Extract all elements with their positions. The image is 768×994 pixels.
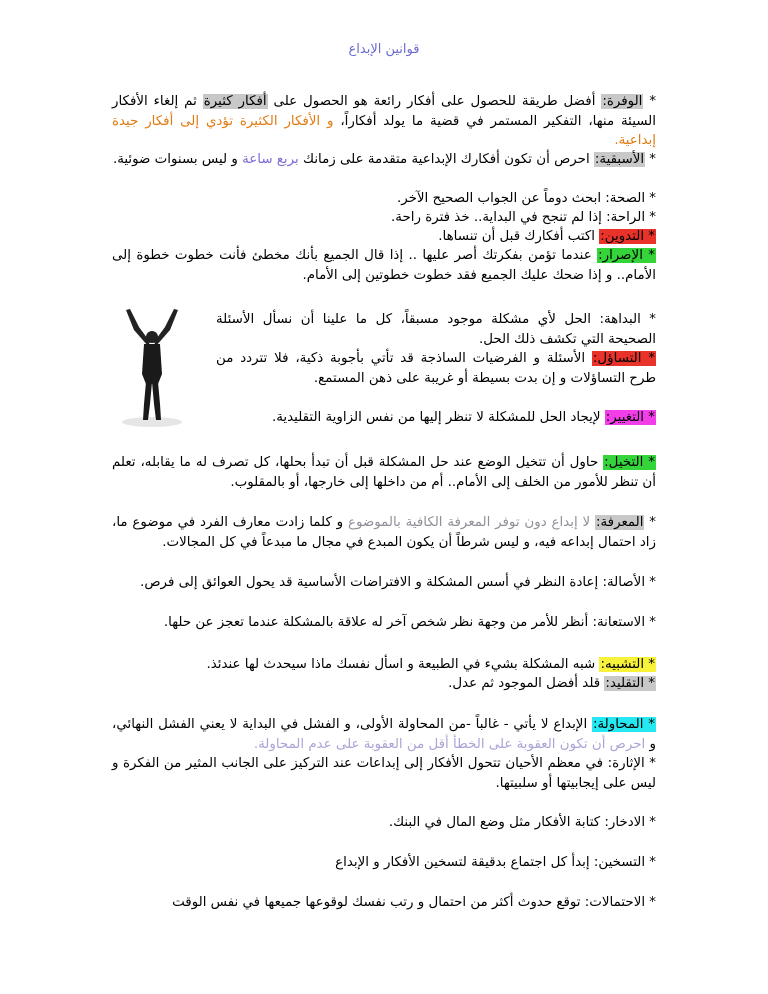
rule-knowledge <box>112 513 656 552</box>
lavender-text: احرص أن تكون العقوبة على الخطأ أقل من العقوبة على عدم المحاولة. <box>253 736 646 752</box>
rule-text: شبه المشكلة بشيء في الطبيعة و اسأل نفسك ماذا سيحدث لها عندئذ. <box>206 657 600 672</box>
rule-text: قلد أفضل الموجود ثم عدل. <box>448 676 605 691</box>
rule-label-knowledge: المعرفة: <box>595 515 644 530</box>
rule-intuition: * البداهة: الحل لأي مشكلة موجود مسبقاً، كل ما علينا أن نسأل الأسئلة الصحيحة التي تكشف ذلك الحل. <box>216 312 656 347</box>
rule-text: حاول أن تتخيل الوضع عند حل المشكلة قبل أن تبدأ بحلها، كل تصرف له ما يقابله، تعلم أن تنظر للأمور من الخلف إلى الأمام.. أم من داخلها إلى خارجها، أو بالمقلوب. <box>112 455 656 490</box>
bullet: * <box>644 515 656 530</box>
rule-text: أفضل طريقة للحصول على أفكار رائعة هو الحصول على <box>267 94 602 109</box>
rule-text: الإبداع لا يأتي - غالباً -من المحاولة الأولى، و الفشل في البداية لا يعني الفشل النهائي، و <box>112 717 656 752</box>
purple-text: بربع ساعة <box>242 152 299 167</box>
rule-label-abundance: الوفرة: <box>602 94 643 109</box>
rule-label-analogy: * التشبيه: <box>600 657 655 672</box>
rule-persistence <box>112 246 656 285</box>
rule-text: اكتب أفكارك قبل أن تنساها. <box>438 229 600 244</box>
rule-imagination <box>112 453 656 492</box>
orange-text: و الأفكار الكثيرة تؤدي إلى أفكار جيدة إبداعية. <box>112 113 656 148</box>
rule-warm-up: * التسخين: إبدأ كل اجتماع بدقيقة لتسخين الأفكار و الإبداع <box>335 855 656 870</box>
rule-questioning <box>216 349 656 388</box>
rule-label-imitation: * التقليد: <box>605 676 655 691</box>
rule-rest: * الراحة: إذا لم تنجح في البداية.. خذ فترة راحة. <box>391 210 656 225</box>
rule-label-imagination: * التخيل: <box>604 455 655 470</box>
rule-label-attempt: * المحاولة: <box>592 717 656 732</box>
rule-attempt <box>112 715 656 754</box>
rule-abundance <box>112 92 656 151</box>
rule-precedence <box>96 150 656 170</box>
bullet: * <box>643 94 657 109</box>
rule-imitation <box>96 674 656 694</box>
rule-text: احرص أن تكون أفكارك الإبداعية متقدمة على زمانك <box>298 152 594 167</box>
muted-text: لا إبداع دون توفر المعرفة الكافية بالموضوع <box>347 515 595 530</box>
rule-label-precedence: الأسبقية: <box>594 152 645 167</box>
rule-originality: * الأصالة: إعادة النظر في أسس المشكلة و الافتراضات الأساسية قد يحول العوائق إلى فرص. <box>140 575 656 590</box>
rule-text: ثم إلغاء الأفكار السيئة منها، التفكير المستمر في قضية ما يولد أفكاراً، <box>112 94 656 129</box>
rule-writing-down <box>96 227 656 247</box>
rule-possibilities: * الاحتمالات: توقع حدوث أكثر من احتمال و رتب نفسك لوقوعها جميعها في نفس الوقت <box>172 895 656 910</box>
rule-label-writing: * التدوين: <box>600 229 655 244</box>
rule-text: عندما تؤمن بفكرتك أصر عليها .. إذا قال الجميع بأنك مخطئ فأنت خطوت خطوة إلى الأمام.. و إذا ضحك عليك الجميع فقد خطوت خطوتين إلى الأمام. <box>112 248 656 283</box>
rule-text: و كلما زادت معارف الفرد في موضوع ما، زاد احتمال إبداعه فيه، و ليس شرطاً أن يكون المبدع في مجال ما مبدعاً في كل المجالات. <box>112 515 656 550</box>
rule-analogy <box>96 655 656 675</box>
highlight-many-ideas: أفكار كثيرة <box>203 94 267 109</box>
rule-text: الأسئلة و الفرضيات الساذجة قد تأتي بأجوبة ذكية، فلا تتردد من طرح التساؤلات و إن بدت بسيطة أو غريبة على ذهن المستمع. <box>216 351 656 386</box>
rule-correctness: * الصحة: ابحث دوماً عن الجواب الصحيح الآخر. <box>396 191 656 206</box>
rule-label-persistence: * الإصرار: <box>598 248 655 263</box>
rule-excitement: * الإثارة: في معظم الأحيان تتحول الأفكار إلى إبداعات عند التركيز على الجانب المثير من الفكرة و ليس على إيجابيتها أو سلبيتها. <box>112 756 656 791</box>
rule-text: و ليس بسنوات ضوئية. <box>112 152 243 167</box>
page-title: قوانين الإبداع <box>348 42 420 57</box>
rule-saving: * الادخار: كتابة الأفكار مثل وضع المال في البنك. <box>388 815 656 830</box>
rule-change <box>96 408 656 428</box>
rule-label-questioning: * التساؤل: <box>592 351 656 366</box>
rule-text: لإيجاد الحل للمشكلة لا تنظر إليها من نفس الزاوية التقليدية. <box>271 410 605 425</box>
rule-label-change: * التغيير: <box>605 410 655 425</box>
bullet: * <box>645 152 656 167</box>
rule-seeking-help: * الاستعانة: أنظر للأمر من وجهة نظر شخص آخر له علاقة بالمشكلة عندما تعجز عن حلها. <box>163 615 656 630</box>
